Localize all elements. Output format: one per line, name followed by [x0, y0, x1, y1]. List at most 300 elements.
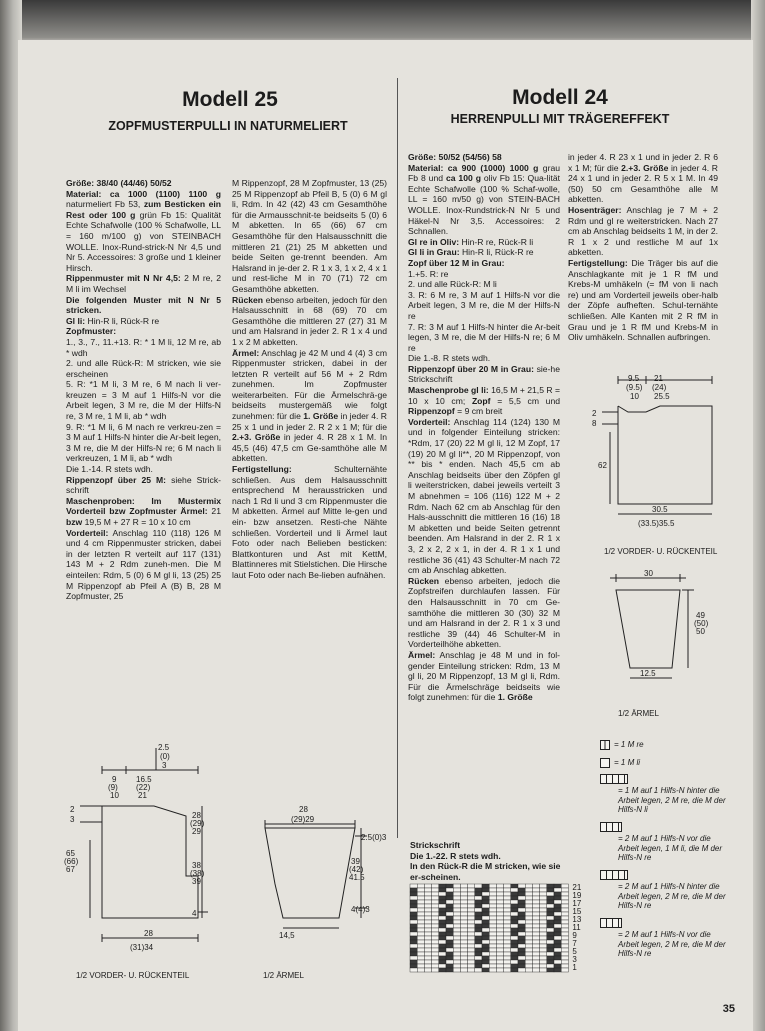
chart-cell — [424, 960, 431, 964]
chart-cell — [489, 916, 496, 920]
chart-cell — [432, 916, 439, 920]
d2-side-d: 41.5 — [349, 873, 365, 882]
rd2-right-a: 49 — [696, 611, 705, 620]
d1-top-a2: (9) — [108, 783, 118, 792]
right-col1-paragraph: 2. und alle Rück-R: M li — [408, 279, 497, 290]
chart-cell — [468, 952, 475, 956]
chart-cell — [432, 960, 439, 964]
chart-cell — [532, 884, 539, 888]
chart-cell — [540, 892, 547, 896]
chart-cell — [525, 904, 532, 908]
chart-cell — [489, 884, 496, 888]
chart-cell — [468, 884, 475, 888]
chart-cell — [468, 956, 475, 960]
chart-cell — [561, 944, 568, 948]
left-col1-paragraph: Maschenproben: Im Mustermix Vorderteil bzw Zopfmuster Ärmel: 21 bzw 19,5 M + 27 R = 10 x 10 cm — [66, 495, 221, 527]
chart-cell — [424, 964, 431, 968]
chart-cell — [511, 916, 518, 920]
d2-side-e: 4(4)3 — [351, 905, 370, 914]
chart-cell — [561, 920, 568, 924]
chart-cell — [525, 900, 532, 904]
chart-cell — [475, 944, 482, 948]
chart-cell — [554, 936, 561, 940]
d1-right-f: 39 — [192, 877, 201, 886]
chart-cell — [554, 884, 561, 888]
chart-cell — [547, 924, 554, 928]
legend-symbol-icon — [600, 918, 622, 928]
chart-row-label: 7 — [572, 939, 577, 948]
d1-top-b: 16.5 — [136, 775, 152, 784]
rd1-left-a: 2 — [592, 409, 597, 418]
chart-cell — [504, 948, 511, 952]
right-column-2 — [568, 152, 718, 362]
chart-cell — [547, 948, 554, 952]
chart-cell — [489, 936, 496, 940]
chart-cell — [532, 956, 539, 960]
chart-cell — [453, 936, 460, 940]
chart-cell — [518, 884, 525, 888]
chart-cell — [532, 904, 539, 908]
chart-cell — [424, 940, 431, 944]
chart-cell — [496, 964, 503, 968]
chart-cell — [453, 912, 460, 916]
chart-cell — [482, 952, 489, 956]
chart-cell — [504, 884, 511, 888]
chart-cell — [475, 896, 482, 900]
chart-cell — [475, 960, 482, 964]
right-col1-paragraph: Größe: 50/52 (54/56) 58 — [408, 152, 502, 162]
chart-cell — [525, 920, 532, 924]
chart-cell — [489, 948, 496, 952]
chart-cell — [417, 916, 424, 920]
chart-title: Strickschrift — [410, 840, 461, 850]
chart-cell — [475, 940, 482, 944]
d1-neck-c: 3 — [162, 761, 167, 770]
chart-cell — [417, 932, 424, 936]
left-col1-paragraph: Gl li: Hin-R li, Rück-R re — [66, 315, 160, 326]
chart-cell — [496, 936, 503, 940]
chart-cell — [417, 904, 424, 908]
chart-cell — [540, 888, 547, 892]
chart-cell — [554, 940, 561, 944]
chart-cell — [525, 944, 532, 948]
chart-cell — [475, 916, 482, 920]
chart-cell — [496, 896, 503, 900]
chart-cell — [489, 908, 496, 912]
chart-cell — [453, 924, 460, 928]
chart-cell — [554, 960, 561, 964]
page-right-edge — [751, 0, 765, 1031]
chart-cell — [453, 944, 460, 948]
chart-cell — [424, 896, 431, 900]
left-col1-paragraph: Zopfmuster: — [66, 326, 117, 337]
page-number: 35 — [722, 1003, 735, 1015]
chart-cell — [554, 928, 561, 932]
chart-cell — [432, 940, 439, 944]
left-col1-paragraph: Größe: 38/40 (44/46) 50/52 — [66, 178, 172, 188]
chart-cell — [489, 900, 496, 904]
chart-cell — [468, 928, 475, 932]
chart-cell — [417, 944, 424, 948]
d1-top-a: 9 — [112, 775, 117, 784]
chart-cell — [525, 964, 532, 968]
chart-cell — [525, 884, 532, 888]
d1-caption: 1/2 VORDER- U. RÜCKENTEIL — [76, 971, 190, 980]
right-col1-paragraph: 7. R: 3 M auf 1 Hilfs-N hinter die Ar-beit legen, 3 M re, die M der Hilfs-N re; 6 M re — [408, 321, 560, 353]
chart-cell — [554, 956, 561, 960]
left-col2-paragraph: Fertigstellung: Schulternähte schließen. Aus dem Halsausschnitt entsprechend M herausstricken und nach 1 Rd li und 3 cm Rippenmuster die M abketten. Ärmel auf Mitte le-gen und ein- bzw ansetzen. Resti-che Nähte schließen. Vorderteil und li Ärmel laut Foto oder nach Belieben besticken: Blattkonturen und Ast mit KettM, Blattinneres mit Stielstichen. Die Hirsche laut Foto oder nach Be-lieben aufnähen. — [232, 464, 387, 580]
chart-cell — [446, 924, 453, 928]
chart-cell — [439, 968, 446, 972]
legend-text: = 1 M auf 1 Hilfs-N hinter die Arbeit legen, 2 M re, die M der Hilfs-N li — [618, 786, 726, 814]
chart-cell — [525, 968, 532, 972]
chart-cell — [511, 892, 518, 896]
chart-cell — [432, 932, 439, 936]
chart-cell — [482, 908, 489, 912]
right-body-schematic — [588, 372, 718, 557]
chart-cell — [410, 904, 417, 908]
chart-cell — [532, 916, 539, 920]
chart-cell — [410, 932, 417, 936]
chart-cell — [424, 952, 431, 956]
chart-cell — [460, 940, 467, 944]
chart-cell — [468, 960, 475, 964]
chart-cell — [468, 940, 475, 944]
chart-cell — [504, 928, 511, 932]
chart-cell — [540, 948, 547, 952]
right-col2-paragraph: Fertigstellung: Die Träger bis auf die Anschlagkante mit je 1 R fM und Krebs-M umhäkeln (= fM von li nach re) und am Vorderteil jeweils ober-halb der Zöpfe aufheften. Schul-ternähte schließen. Alle Kanten mit 2 R fM in Grau und je 1 R fM und Krebs-M in Oliv umhäkeln. Schnallen aufbringen. — [568, 257, 718, 343]
chart-cell — [482, 964, 489, 968]
chart-cell — [540, 968, 547, 972]
chart-cell — [432, 928, 439, 932]
chart-cell — [554, 900, 561, 904]
chart-cell — [518, 892, 525, 896]
chart-cell — [410, 940, 417, 944]
chart-cell — [417, 912, 424, 916]
chart-cell — [417, 924, 424, 928]
chart-cell — [410, 896, 417, 900]
rd1-top-b: 21 — [654, 374, 663, 383]
chart-cell — [439, 956, 446, 960]
left-column-1 — [66, 178, 221, 662]
chart-cell — [432, 936, 439, 940]
d1-top-a3: 10 — [110, 791, 119, 800]
chart-cell — [410, 920, 417, 924]
chart-cell — [439, 912, 446, 916]
left-subtitle: ZOPFMUSTERPULLI IN NATURMELIERT — [108, 119, 348, 133]
chart-cell — [547, 912, 554, 916]
chart-cell — [482, 904, 489, 908]
chart-cell — [504, 964, 511, 968]
chart-cell — [446, 952, 453, 956]
rd1-top-b3: 25.5 — [654, 392, 670, 401]
chart-cell — [540, 960, 547, 964]
chart-cell — [482, 892, 489, 896]
chart-cell — [446, 884, 453, 888]
chart-cell — [439, 948, 446, 952]
chart-cell — [547, 928, 554, 932]
chart-cell — [511, 924, 518, 928]
chart-cell — [468, 936, 475, 940]
left-col1-paragraph: 9. R: *1 M li, 6 M nach re verkreu-zen = 3 M auf 1 Hilfs-N hinter die Ar-beit legen, 3 M re, die M der Hilfs-N re; 6 M nach li verkreuzen, 1 M li, ab * wdh — [66, 421, 221, 464]
left-col1-paragraph: Die 1.-14. R stets wdh. — [66, 464, 153, 475]
chart-cell — [532, 888, 539, 892]
chart-cell — [439, 936, 446, 940]
chart-cell — [525, 960, 532, 964]
chart-cell — [554, 924, 561, 928]
chart-cell — [511, 912, 518, 916]
d2-top-b: (29)29 — [291, 815, 315, 824]
chart-cell — [511, 884, 518, 888]
chart-cell — [504, 920, 511, 924]
chart-cell — [518, 912, 525, 916]
chart-cell — [518, 944, 525, 948]
chart-cell — [518, 900, 525, 904]
chart-cell — [554, 892, 561, 896]
chart-cell — [511, 928, 518, 932]
chart-cell — [561, 884, 568, 888]
left-col1-paragraph: 2. und alle Rück-R: M stricken, wie sie erscheinen — [66, 358, 221, 379]
chart-cell — [417, 948, 424, 952]
chart-cell — [496, 928, 503, 932]
chart-cell — [554, 944, 561, 948]
chart-cell — [496, 920, 503, 924]
chart-cell — [547, 932, 554, 936]
chart-cell — [460, 884, 467, 888]
chart-cell — [453, 956, 460, 960]
chart-cell — [532, 896, 539, 900]
chart-cell — [460, 892, 467, 896]
chart-cell — [453, 908, 460, 912]
chart-cell — [540, 936, 547, 940]
chart-cell — [547, 936, 554, 940]
right-col1-paragraph: Maschenprobe gl li: 16,5 M + 21,5 R = 10 x 10 cm; Zopf = 5,5 cm und Rippenzopf = 9 cm breit — [408, 385, 560, 417]
right-col1-paragraph: 3. R: 6 M re, 3 M auf 1 Hilfs-N vor die Arbeit legen, 3 M re, die M der Hilfs-N re — [408, 289, 560, 321]
chart-cell — [496, 892, 503, 896]
chart-cell — [511, 956, 518, 960]
chart-cell — [432, 964, 439, 968]
chart-cell — [504, 888, 511, 892]
chart-cell — [432, 924, 439, 928]
chart-cell — [417, 936, 424, 940]
chart-cell — [439, 964, 446, 968]
chart-cell — [432, 956, 439, 960]
legend-symbol-icon — [600, 740, 610, 750]
chart-cell — [432, 892, 439, 896]
chart-cell — [554, 932, 561, 936]
chart-cell — [482, 968, 489, 972]
chart-cell — [532, 908, 539, 912]
legend-text: = 2 M auf 1 Hilfs-N hinter die Arbeit legen, 2 M re, die M der Hilfs-N re — [618, 882, 726, 910]
chart-cell — [496, 904, 503, 908]
chart-cell — [468, 924, 475, 928]
chart-cell — [561, 908, 568, 912]
chart-cell — [532, 920, 539, 924]
chart-row-label: 21 — [572, 883, 582, 892]
chart-cell — [489, 952, 496, 956]
chart-cell — [525, 916, 532, 920]
chart-cell — [561, 964, 568, 968]
chart-cell — [518, 908, 525, 912]
chart-cell — [525, 896, 532, 900]
chart-cell — [525, 928, 532, 932]
rd2-top: 30 — [644, 569, 653, 578]
chart-cell — [482, 936, 489, 940]
chart-cell — [554, 896, 561, 900]
chart-cell — [532, 932, 539, 936]
chart-cell — [439, 960, 446, 964]
chart-cell — [489, 944, 496, 948]
chart-cell — [504, 968, 511, 972]
chart-cell — [554, 912, 561, 916]
chart-cell — [446, 960, 453, 964]
d2-caption: 1/2 ÄRMEL — [263, 971, 304, 980]
chart-cell — [504, 952, 511, 956]
chart-cell — [446, 964, 453, 968]
chart-cell — [518, 924, 525, 928]
d1-right-c: 29 — [192, 827, 201, 836]
chart-cell — [468, 888, 475, 892]
chart-cell — [518, 888, 525, 892]
chart-cell — [525, 912, 532, 916]
right-col1-paragraph: Die 1.-8. R stets wdh. — [408, 353, 491, 364]
chart-cell — [511, 896, 518, 900]
d1-right-b: (29) — [190, 819, 205, 828]
chart-cell — [410, 944, 417, 948]
chart-cell — [432, 888, 439, 892]
chart-cell — [511, 908, 518, 912]
right-title: Modell 24 — [512, 86, 608, 109]
d1-left-a: 2 — [70, 805, 75, 814]
chart-cell — [554, 888, 561, 892]
chart-cell — [446, 936, 453, 940]
right-col1-paragraph: Rücken ebenso arbeiten, jedoch die Zopfstreifen durchlaufen lassen. Für den Halsausschnitt in 70 cm Ge-samthöhe die mittleren 30 (30) 32 M und am Halsrand in der 2. R 1 x 3 und restliche 39 (44) 46 Schulter-M in Vorderteilhöhe abketten. — [408, 575, 560, 650]
chart-cell — [504, 908, 511, 912]
chart-cell — [453, 920, 460, 924]
d1-bottom-a: 28 — [144, 929, 153, 938]
rd1-top-a: 9.5 — [628, 374, 640, 383]
chart-cell — [424, 948, 431, 952]
chart-cell — [460, 956, 467, 960]
chart-cell — [424, 904, 431, 908]
chart-cell — [468, 964, 475, 968]
legend-symbol-icon — [600, 822, 622, 832]
chart-cell — [518, 960, 525, 964]
chart-cell — [525, 932, 532, 936]
chart-cell — [554, 904, 561, 908]
chart-cell — [561, 940, 568, 944]
chart-cell — [453, 896, 460, 900]
chart-cell — [511, 936, 518, 940]
chart-cell — [482, 896, 489, 900]
chart-cell — [532, 964, 539, 968]
chart-cell — [460, 920, 467, 924]
chart-cell — [424, 908, 431, 912]
d1-top-b2: (22) — [136, 783, 151, 792]
left-col1-paragraph: Die folgenden Muster mit N Nr 5 stricken. — [66, 294, 221, 316]
rd2-caption: 1/2 ÄRMEL — [618, 709, 659, 718]
chart-cell — [410, 892, 417, 896]
chart-cell — [446, 904, 453, 908]
chart-cell — [525, 940, 532, 944]
right-col1-paragraph: Material: ca 900 (1000) 1000 g grau Fb 8 und ca 100 g oliv Fb 15: Qua-lität Echte Schafwolle (100 % Schaf-wolle, LL = 160 m/50 g) von STEIN-BACH WOLLE. Inox-Rundstrick-N Nr 5 und Häkel-N Nr 3,5. Accessoires: 2 Schnallen. — [408, 162, 560, 237]
chart-cell — [475, 884, 482, 888]
chart-cell — [482, 916, 489, 920]
chart-row-label: 3 — [572, 955, 577, 964]
chart-cell — [482, 884, 489, 888]
chart-cell — [540, 952, 547, 956]
chart-cell — [424, 924, 431, 928]
chart-cell — [532, 924, 539, 928]
chart-cell — [547, 916, 554, 920]
chart-cell — [554, 952, 561, 956]
chart-cell — [439, 940, 446, 944]
chart-cell — [453, 932, 460, 936]
chart-cell — [482, 944, 489, 948]
chart-cell — [540, 944, 547, 948]
chart-cell — [417, 920, 424, 924]
chart-cell — [489, 904, 496, 908]
chart-cell — [496, 900, 503, 904]
chart-cell — [475, 952, 482, 956]
chart-cell — [518, 916, 525, 920]
chart-cell — [518, 896, 525, 900]
chart-cell — [489, 956, 496, 960]
chart-cell — [540, 940, 547, 944]
chart-cell — [460, 916, 467, 920]
chart-cell — [554, 948, 561, 952]
chart-cell — [460, 904, 467, 908]
chart-cell — [525, 952, 532, 956]
rd1-top-b2: (24) — [652, 383, 667, 392]
chart-cell — [496, 888, 503, 892]
right-column-1 — [408, 152, 560, 820]
right-col1-paragraph: Gl re in Oliv: Hin-R re, Rück-R li — [408, 236, 534, 247]
chart-cell — [417, 928, 424, 932]
chart-cell — [482, 900, 489, 904]
chart-cell — [475, 968, 482, 972]
chart-cell — [561, 956, 568, 960]
rd1-bottom-b: (33.5)35.5 — [638, 519, 675, 528]
scan-top-edge — [0, 0, 765, 44]
chart-cell — [446, 956, 453, 960]
chart-cell — [453, 952, 460, 956]
chart-cell — [439, 916, 446, 920]
chart-cell — [468, 944, 475, 948]
chart-cell — [540, 932, 547, 936]
chart-row-label: 15 — [572, 907, 582, 916]
rd2-right-c: 50 — [696, 627, 705, 636]
chart-cell — [561, 904, 568, 908]
d1-right-e: (38) — [190, 869, 205, 878]
right-col1-paragraph: Zopf über 12 M in Grau: — [408, 257, 505, 268]
chart-cell — [518, 968, 525, 972]
chart-cell — [540, 924, 547, 928]
chart-cell — [547, 904, 554, 908]
d2-side-b: 39 — [351, 857, 360, 866]
chart-cell — [460, 964, 467, 968]
chart-cell — [540, 956, 547, 960]
chart-cell — [547, 968, 554, 972]
rd2-bottom: 12.5 — [640, 669, 656, 678]
chart-cell — [417, 892, 424, 896]
chart-cell — [489, 892, 496, 896]
chart-cell — [453, 904, 460, 908]
chart-cell — [504, 896, 511, 900]
chart-cell — [511, 960, 518, 964]
d1-right-g: 4 — [192, 909, 197, 918]
chart-cell — [489, 960, 496, 964]
